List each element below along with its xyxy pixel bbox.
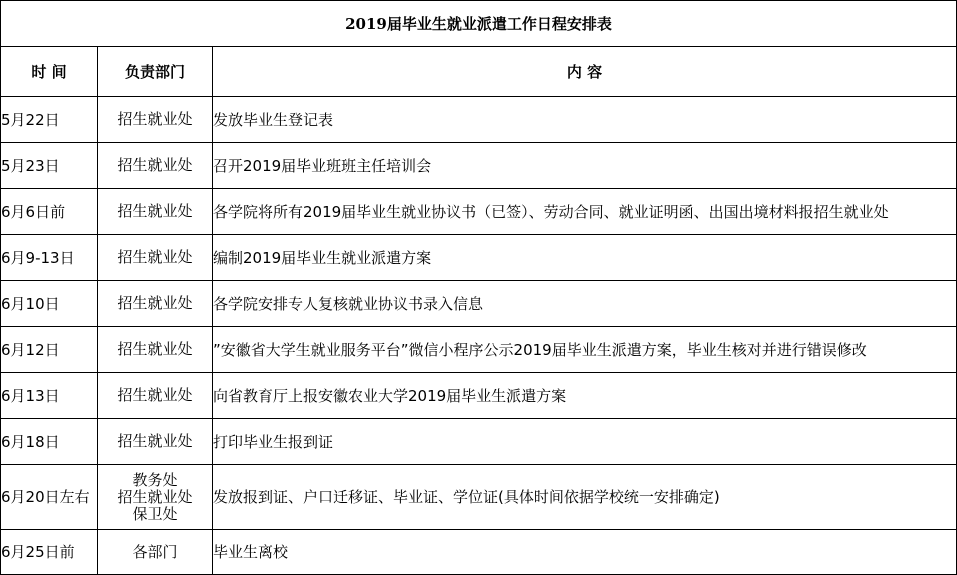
table-row xyxy=(1,373,957,419)
header-content: 内 容 xyxy=(213,47,957,97)
dept-name: 招生就业处 xyxy=(117,340,193,358)
cell-time: 6月13日 xyxy=(1,373,98,419)
table-row xyxy=(1,419,957,465)
cell-dept xyxy=(98,281,213,327)
cell-time: 5月23日 xyxy=(1,143,98,189)
table-row xyxy=(1,327,957,373)
table-row xyxy=(1,281,957,327)
title-row xyxy=(1,1,957,47)
page-title: 2019届毕业生就业派遣工作日程安排表 xyxy=(1,1,957,47)
cell-time: 6月25日前 xyxy=(1,530,98,575)
cell-content: 打印毕业生报到证 xyxy=(213,419,957,465)
table-row xyxy=(1,97,957,143)
table-row xyxy=(1,465,957,530)
cell-content: 召开2019届毕业班班主任培训会 xyxy=(213,143,957,189)
cell-time: 5月22日 xyxy=(1,97,98,143)
dept-name: 保卫处 xyxy=(132,504,178,523)
cell-dept xyxy=(98,465,213,530)
header-dept: 负责部门 xyxy=(98,47,213,97)
dept-name: 招生就业处 xyxy=(117,432,193,450)
header-row xyxy=(1,47,957,97)
cell-content: 毕业生离校 xyxy=(213,530,957,575)
cell-dept xyxy=(98,143,213,189)
table-row xyxy=(1,530,957,575)
cell-dept xyxy=(98,419,213,465)
table-row xyxy=(1,189,957,235)
cell-content: 发放报到证、户口迁移证、毕业证、学位证(具体时间依据学校统一安排确定) xyxy=(213,465,957,530)
dept-name: 招生就业处 xyxy=(117,294,193,312)
dept-name: 招生就业处 xyxy=(117,156,193,174)
cell-content: ”安徽省大学生就业服务平台”微信小程序公示2019届毕业生派遣方案，毕业生核对并进行错误修改 xyxy=(213,327,957,373)
cell-dept xyxy=(98,235,213,281)
cell-time: 6月10日 xyxy=(1,281,98,327)
cell-dept xyxy=(98,327,213,373)
cell-time: 6月20日左右 xyxy=(1,465,98,530)
cell-time: 6月9-13日 xyxy=(1,235,98,281)
cell-content: 编制2019届毕业生就业派遣方案 xyxy=(213,235,957,281)
header-time: 时 间 xyxy=(1,47,98,97)
cell-dept xyxy=(98,189,213,235)
dept-name: 招生就业处 xyxy=(117,386,193,404)
cell-dept xyxy=(98,97,213,143)
cell-time: 6月12日 xyxy=(1,327,98,373)
cell-content: 各学院安排专人复核就业协议书录入信息 xyxy=(213,281,957,327)
cell-dept xyxy=(98,373,213,419)
dept-name: 招生就业处 xyxy=(117,248,193,266)
cell-dept xyxy=(98,530,213,575)
dept-name: 各部门 xyxy=(132,542,178,561)
table-row xyxy=(1,143,957,189)
dept-name: 招生就业处 xyxy=(117,110,193,128)
dept-name: 招生就业处 xyxy=(117,487,193,506)
cell-time: 6月6日前 xyxy=(1,189,98,235)
cell-content: 发放毕业生登记表 xyxy=(213,97,957,143)
dept-name: 教务处 xyxy=(132,470,178,489)
table-row xyxy=(1,235,957,281)
cell-time: 6月18日 xyxy=(1,419,98,465)
dept-name: 招生就业处 xyxy=(117,202,193,220)
cell-content: 向省教育厅上报安徽农业大学2019届毕业生派遣方案 xyxy=(213,373,957,419)
cell-content: 各学院将所有2019届毕业生就业协议书（已签）、劳动合同、就业证明函、出国出境材料报招生就业处 xyxy=(213,189,957,235)
